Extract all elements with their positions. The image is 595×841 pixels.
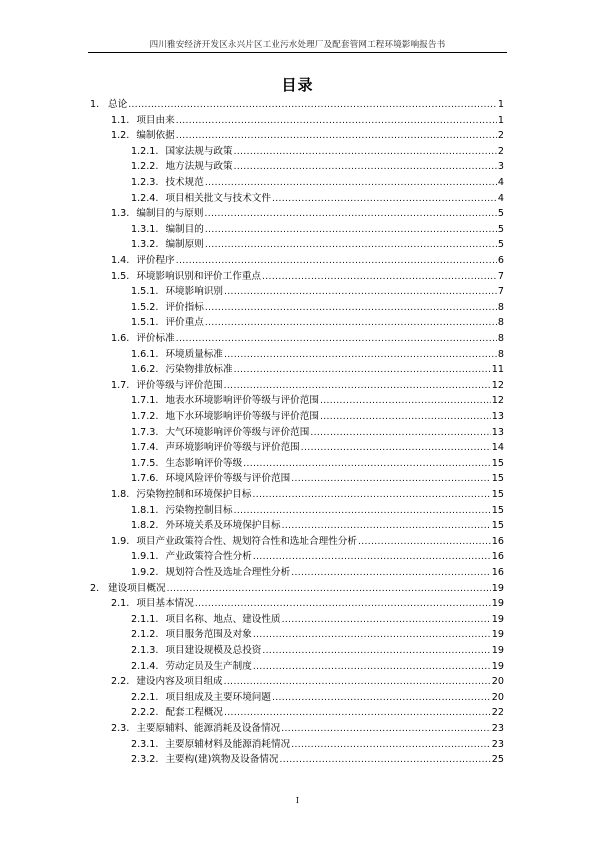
toc-entry-title: 污染物控制目标 <box>165 504 233 516</box>
toc-entry-number: 1.5.1. <box>131 317 159 329</box>
toc-entry[interactable] <box>131 409 504 424</box>
toc-entry-title: 配套工程概况 <box>165 707 224 719</box>
toc-entry-number: 1.5.1. <box>131 286 159 298</box>
toc-leader-dots <box>195 597 491 612</box>
toc-entry-number: 2.1. <box>111 598 130 610</box>
toc-leader-dots <box>282 519 491 534</box>
toc-entry-number: 2.1.1. <box>131 613 159 625</box>
toc-entry[interactable] <box>131 737 504 752</box>
toc-entry-number: 1.6.1. <box>131 348 159 360</box>
toc-entry-page: 13 <box>491 426 504 438</box>
toc-entry-title: 主要构(建)筑物及设备情况 <box>165 754 279 766</box>
toc-entry[interactable] <box>131 300 504 315</box>
toc-entry-page: 12 <box>491 395 504 407</box>
toc-entry-page: 13 <box>491 411 504 422</box>
toc-entry-page: 15 <box>491 504 504 516</box>
toc-leader-dots <box>262 270 497 285</box>
toc-entry-page: 4 <box>497 177 504 188</box>
toc-entry-page: 19 <box>491 645 504 656</box>
toc-entry[interactable] <box>131 503 504 518</box>
toc-leader-dots <box>320 410 491 425</box>
toc-leader-dots <box>243 457 491 472</box>
toc-entry-page: 20 <box>491 676 504 688</box>
toc-entry-page: 8 <box>497 317 504 329</box>
toc-entry[interactable] <box>111 596 504 611</box>
toc-leader-dots <box>205 301 497 316</box>
toc-entry-number: 1.5.2. <box>131 301 159 313</box>
toc-entry-page: 2 <box>497 145 504 157</box>
toc-leader-dots <box>224 285 497 300</box>
toc-entry-number: 1. <box>90 99 100 110</box>
toc-entry-page: 1 <box>497 99 504 110</box>
toc-entry[interactable] <box>131 362 504 377</box>
toc-entry-page: 23 <box>491 738 504 750</box>
toc-entry[interactable] <box>111 253 504 268</box>
toc-leader-dots <box>176 129 497 144</box>
toc-entry[interactable] <box>131 159 504 174</box>
toc-entry[interactable] <box>131 627 504 642</box>
toc-entry-number: 1.5. <box>111 270 130 282</box>
toc-entry[interactable] <box>131 425 504 440</box>
toc-entry-page: 20 <box>491 691 504 703</box>
toc-leader-dots <box>291 472 491 487</box>
toc-entry-title: 地下水环境影响评价等级与评价范围 <box>165 411 319 422</box>
toc-leader-dots <box>320 394 491 409</box>
toc-entry-title: 编制目的 <box>165 223 204 235</box>
toc-leader-dots <box>281 722 491 737</box>
toc-entry-title: 编制目的与原则 <box>136 208 204 220</box>
toc-entry-page: 6 <box>497 255 504 266</box>
toc-entry-page: 1 <box>497 114 504 126</box>
toc-leader-dots <box>205 176 497 191</box>
toc-entry-title: 评价指标 <box>165 301 204 313</box>
toc-entry-page: 3 <box>497 161 504 173</box>
toc-entry-number: 1.6. <box>111 333 130 344</box>
toc-entry[interactable] <box>131 440 504 455</box>
toc-entry-title: 项目相关批文与技术文件 <box>165 192 271 204</box>
toc-leader-dots <box>224 348 497 363</box>
toc-leader-dots <box>262 644 490 659</box>
toc-entry[interactable] <box>111 331 504 346</box>
toc-entry[interactable] <box>131 643 504 658</box>
toc-entry[interactable] <box>90 581 504 596</box>
toc-entry-page: 15 <box>491 520 504 532</box>
toc-leader-dots <box>204 207 496 222</box>
toc-leader-dots <box>272 192 497 207</box>
toc-entry-title: 评价程序 <box>136 255 175 266</box>
toc-entry-number: 1.7.4. <box>131 442 159 454</box>
toc-entry[interactable] <box>131 659 504 674</box>
page-number: I <box>295 796 300 805</box>
toc-entry-title: 评价等级与评价范围 <box>136 379 223 391</box>
toc-entry[interactable] <box>111 113 504 128</box>
toc-entry-number: 1.8.2. <box>131 520 159 532</box>
toc-entry-number: 1.7.1. <box>131 395 159 407</box>
toc-entry-page: 19 <box>491 629 504 641</box>
toc-entry[interactable] <box>90 97 504 112</box>
running-header: 四川雅安经济开发区永兴片区工业污水处理厂及配套管网工程环境影响报告书 <box>149 40 446 50</box>
toc-entry-page: 8 <box>497 348 504 360</box>
toc-entry-number: 2. <box>90 582 100 594</box>
toc-entry-number: 1.4. <box>111 255 130 266</box>
toc-entry-title: 规划符合性及选址合理性分析 <box>165 567 291 578</box>
toc-leader-dots <box>176 332 497 347</box>
toc-entry-number: 1.2.2. <box>131 161 159 173</box>
toc-entry-number: 1.9. <box>111 535 130 547</box>
toc-entry-page: 19 <box>491 598 504 610</box>
toc-entry[interactable] <box>131 191 504 206</box>
toc-entry[interactable] <box>111 378 504 393</box>
toc-entry[interactable] <box>131 144 504 159</box>
toc-leader-dots <box>224 379 491 394</box>
toc-leader-dots <box>234 145 497 160</box>
toc-entry[interactable] <box>131 612 504 627</box>
toc-leader-dots <box>205 223 497 238</box>
toc-entry-page: 7 <box>497 286 504 298</box>
toc-entry-title: 技术规范 <box>165 177 204 188</box>
toc-entry-number: 2.1.2. <box>131 629 159 641</box>
toc-leader-dots <box>234 504 491 519</box>
toc-entry-title: 污染物排放标准 <box>165 364 233 376</box>
toc-entry-title: 总论 <box>108 99 128 110</box>
toc-entry-number: 2.1.3. <box>131 645 159 656</box>
toc-leader-dots <box>224 675 491 690</box>
toc-entry-page: 8 <box>497 301 504 313</box>
toc-leader-dots <box>358 535 491 550</box>
toc-entry[interactable] <box>131 518 504 533</box>
toc-entry-title: 地方法规与政策 <box>165 161 233 173</box>
toc-leader-dots <box>253 660 491 675</box>
toc-leader-dots <box>234 363 491 378</box>
toc-entry[interactable] <box>131 752 504 767</box>
toc-leader-dots <box>167 582 491 597</box>
toc-entry-number: 1.2.3. <box>131 177 159 188</box>
toc-leader-dots <box>128 98 497 113</box>
toc-entry-number: 1.8.1. <box>131 504 159 516</box>
toc-entry-title: 建设项目概况 <box>108 582 166 594</box>
toc-entry-number: 1.7.2. <box>131 411 159 422</box>
toc-entry[interactable] <box>131 705 504 720</box>
toc-leader-dots <box>205 316 497 331</box>
toc-entry-title: 建设内容及项目组成 <box>136 676 223 688</box>
toc-entry[interactable] <box>111 721 504 736</box>
toc-entry-page: 15 <box>491 489 504 500</box>
toc-entry-title: 污染物控制和环境保护目标 <box>136 489 252 500</box>
toc-entry-page: 15 <box>491 457 504 469</box>
toc-entry[interactable] <box>131 549 504 564</box>
toc-entry[interactable] <box>131 237 504 252</box>
toc-entry-page: 8 <box>497 333 504 344</box>
toc-entry-title: 环境影响识别和评价工作重点 <box>136 270 262 282</box>
toc-entry-title: 大气环境影响评价等级与评价范围 <box>165 426 310 438</box>
toc-entry-page: 25 <box>491 754 504 766</box>
toc-entry-page: 16 <box>491 535 504 547</box>
toc-leader-dots <box>253 628 491 643</box>
toc-entry[interactable] <box>111 206 504 221</box>
toc-entry-page: 16 <box>491 551 504 563</box>
toc-entry-title: 编制原则 <box>165 239 204 251</box>
toc-entry-page: 5 <box>497 208 504 220</box>
toc-entry-number: 1.7.5. <box>131 457 159 469</box>
toc-entry-page: 16 <box>491 567 504 578</box>
toc-entry-page: 15 <box>491 473 504 485</box>
toc-entry-page: 14 <box>491 442 504 454</box>
toc-entry-title: 编制依据 <box>136 130 175 142</box>
toc-entry[interactable] <box>131 347 504 362</box>
toc-entry[interactable] <box>131 565 504 580</box>
toc-entry-number: 1.7.3. <box>131 426 159 438</box>
toc-entry[interactable] <box>131 315 504 330</box>
toc-entry-title: 主要原辅材料及能源消耗情况 <box>165 738 291 750</box>
toc-leader-dots <box>291 566 491 581</box>
toc-entry[interactable] <box>111 674 504 689</box>
toc-entry-title: 评价标准 <box>136 333 175 344</box>
toc-entry[interactable] <box>131 284 504 299</box>
toc-leader-dots <box>282 613 491 628</box>
toc-leader-dots <box>176 254 497 269</box>
toc-entry-number: 1.6.2. <box>131 364 159 376</box>
toc-entry-title: 生态影响评价等级 <box>165 457 243 469</box>
toc-entry[interactable] <box>111 269 504 284</box>
toc-leader-dots <box>205 238 497 253</box>
toc-entry-title: 项目名称、地点、建设性质 <box>165 613 281 625</box>
toc-entry-page: 19 <box>491 660 504 672</box>
toc-entry-number: 1.3. <box>111 208 130 220</box>
toc-entry-title: 项目服务范围及对象 <box>165 629 252 641</box>
toc-entry[interactable] <box>131 393 504 408</box>
toc-entry-title: 环境影响识别 <box>165 286 224 298</box>
toc-entry-number: 1.3.2. <box>131 239 159 251</box>
toc-entry-title: 声环境影响评价等级与评价范围 <box>165 442 300 454</box>
toc-leader-dots <box>253 550 491 565</box>
toc-entry-title: 主要原辅料、能源消耗及设备情况 <box>136 723 281 734</box>
toc-entry-page: 11 <box>491 364 504 376</box>
toc-entry-number: 2.3.1. <box>131 738 159 750</box>
toc-entry-number: 1.7. <box>111 379 130 391</box>
toc-entry-title: 项目组成及主要环境问题 <box>165 691 271 703</box>
toc-entry-number: 1.7.6. <box>131 473 159 485</box>
toc-entry-page: 5 <box>497 239 504 251</box>
toc-entry-page: 22 <box>491 707 504 719</box>
toc-entry-title: 评价重点 <box>165 317 204 329</box>
toc-entry-number: 2.3. <box>111 723 130 734</box>
toc-entry-number: 1.9.2. <box>131 567 159 578</box>
toc-entry[interactable] <box>111 487 504 502</box>
toc-leader-dots <box>310 426 490 441</box>
toc-entry-title: 环境风险评价等级与评价范围 <box>165 473 291 485</box>
toc-entry[interactable] <box>131 456 504 471</box>
toc-leader-dots <box>224 706 491 721</box>
toc-entry-page: 4 <box>497 192 504 204</box>
toc-entry[interactable] <box>111 534 504 549</box>
toc-entry-number: 2.2. <box>111 676 130 688</box>
toc-leader-dots <box>301 441 491 456</box>
toc-entry-title: 项目产业政策符合性、规划符合性和选址合理性分析 <box>136 535 357 547</box>
toc-title: 目录 <box>281 76 314 94</box>
toc-entry-number: 2.2.2. <box>131 707 159 719</box>
toc-entry-title: 外环境关系及环境保护目标 <box>165 520 281 532</box>
toc-entry-title: 项目基本情况 <box>136 598 194 610</box>
toc-entry-number: 1.1. <box>111 114 130 126</box>
toc-entry-title: 劳动定员及生产制度 <box>165 660 252 672</box>
toc-entry-number: 2.1.4. <box>131 660 159 672</box>
toc-leader-dots <box>272 691 491 706</box>
toc-leader-dots <box>234 160 497 175</box>
toc-entry-page: 5 <box>497 223 504 235</box>
toc-entry-page: 12 <box>491 379 504 391</box>
toc-entry-number: 1.2.1. <box>131 145 159 157</box>
toc-entry-number: 1.3.1. <box>131 223 159 235</box>
toc-entry[interactable] <box>131 471 504 486</box>
toc-entry-number: 1.8. <box>111 489 130 500</box>
toc-entry[interactable] <box>111 128 504 143</box>
toc-entry[interactable] <box>131 222 504 237</box>
toc-entry-page: 19 <box>491 582 504 594</box>
toc-leader-dots <box>291 738 491 753</box>
toc-leader-dots <box>280 753 491 768</box>
toc-entry-page: 2 <box>497 130 504 142</box>
toc-entry-title: 产业政策符合性分析 <box>165 551 252 563</box>
toc-entry-title: 地表水环境影响评价等级与评价范围 <box>165 395 319 407</box>
toc-entry-page: 23 <box>491 723 504 734</box>
toc-entry[interactable] <box>131 690 504 705</box>
toc-entry-number: 1.2.4. <box>131 192 159 204</box>
toc-leader-dots <box>176 114 497 129</box>
toc-entry-number: 2.3.2. <box>131 754 159 766</box>
header-rule <box>88 52 507 53</box>
toc-entry-title: 国家法规与政策 <box>165 145 233 157</box>
toc-entry-number: 1.2. <box>111 130 130 142</box>
toc-entry-page: 7 <box>497 270 504 282</box>
toc-entry-page: 19 <box>491 613 504 625</box>
toc-entry[interactable] <box>131 175 504 190</box>
toc-entry-title: 项目由来 <box>136 114 175 126</box>
toc-entry-number: 1.9.1. <box>131 551 159 563</box>
toc-entry-title: 环境质量标准 <box>165 348 224 360</box>
toc-entry-title: 项目建设规模及总投资 <box>165 645 262 656</box>
toc-leader-dots <box>252 488 490 503</box>
toc-entry-number: 2.2.1. <box>131 691 159 703</box>
